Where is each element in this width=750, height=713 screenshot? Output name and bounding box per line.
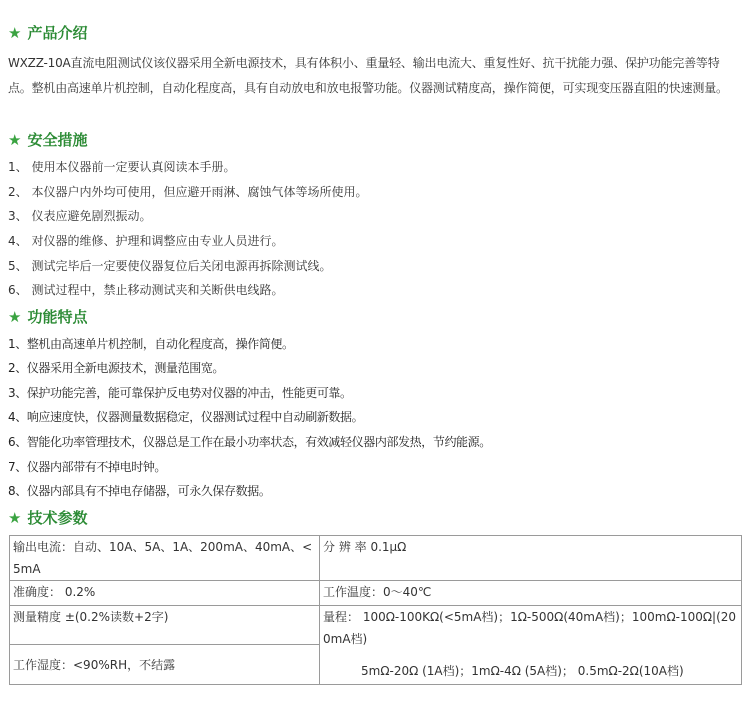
- features-heading: [8, 305, 87, 329]
- specs-table: [9, 535, 742, 685]
- range-cell: [320, 606, 742, 685]
- star-icon: ★: [8, 308, 22, 326]
- star-icon: ★: [8, 24, 22, 42]
- feature-item: 3、保护功能完善，能可靠保护反电势对仪器的冲击，性能更可靠。: [8, 386, 352, 400]
- safety-item: 2、 本仪器户内外均可使用，但应避开雨淋、腐蚀气体等场所使用。: [8, 185, 368, 199]
- resolution-cell: 分 辨 率 0.1μΩ: [320, 536, 742, 581]
- intro-title: 产品介绍: [27, 24, 88, 42]
- table-row: [10, 536, 742, 581]
- safety-heading: [8, 128, 87, 152]
- intro-heading: [8, 21, 87, 45]
- humidity-cell: 工作湿度：<90%RH，不结露: [10, 645, 320, 685]
- feature-item: 8、仪器内部具有不掉电存储器，可永久保存数据。: [8, 484, 271, 498]
- feature-item: 7、仪器内部带有不掉电时钟。: [8, 460, 167, 474]
- output-current-cell: 输出电流：自动、10A、5A、1A、200mA、40mA、<5mA: [10, 536, 320, 581]
- feature-item: 4、响应速度快，仪器测量数据稳定，仪器测试过程中自动刷新数据。: [8, 410, 364, 424]
- feature-item: 6、智能化功率管理技术，仪器总是工作在最小功率状态，有效减轻仪器内部发热，节约能源。: [8, 435, 491, 449]
- feature-item: 2、仪器采用全新电源技术，测量范围宽。: [8, 361, 225, 375]
- table-row: [10, 606, 742, 645]
- star-icon: ★: [8, 509, 22, 527]
- safety-item: 3、 仪表应避免剧烈振动。: [8, 209, 152, 223]
- working-temp-cell: 工作温度：0～40℃: [320, 581, 742, 606]
- range-line-2: 5mΩ-20Ω (1A档)；1mΩ-4Ω (5A档)； 0.5mΩ-2Ω(10A档): [361, 664, 684, 678]
- safety-title: 安全措施: [27, 131, 88, 149]
- range-line-1: 量程： 100Ω-100KΩ(<5mA档)；1Ω-500Ω(40mA档)；100mΩ-100Ω|(200mA档): [323, 610, 737, 646]
- specs-heading: [8, 506, 87, 530]
- star-icon: ★: [8, 131, 22, 149]
- precision-cell: 测量精度 ±(0.2%读数+2字): [10, 606, 320, 645]
- safety-item: 5、 测试完毕后一定要使仪器复位后关闭电源再拆除测试线。: [8, 259, 332, 273]
- intro-paragraph: WXZZ-10A直流电阻测试仪该仪器采用全新电源技术，具有体积小、重量轻、输出电流大、重复性好、抗干扰能力强、保护功能完善等特点。整机由高速单片机控制，自动化程度高，具有自动放电和放电报警功能。仪器测试精度高，操作简便，可实现变压器直阻的快速测量。: [8, 56, 728, 95]
- feature-item: 1、整机由高速单片机控制，自动化程度高，操作简便。: [8, 337, 294, 351]
- accuracy-cell: 准确度： 0.2%: [10, 581, 320, 606]
- specs-title: 技术参数: [27, 509, 88, 527]
- safety-item: 6、 测试过程中，禁止移动测试夹和关断供电线路。: [8, 283, 284, 297]
- safety-item: 4、 对仪器的维修、护理和调整应由专业人员进行。: [8, 234, 284, 248]
- table-row: [10, 581, 742, 606]
- safety-item: 1、 使用本仪器前一定要认真阅读本手册。: [8, 160, 236, 174]
- features-title: 功能特点: [27, 308, 88, 326]
